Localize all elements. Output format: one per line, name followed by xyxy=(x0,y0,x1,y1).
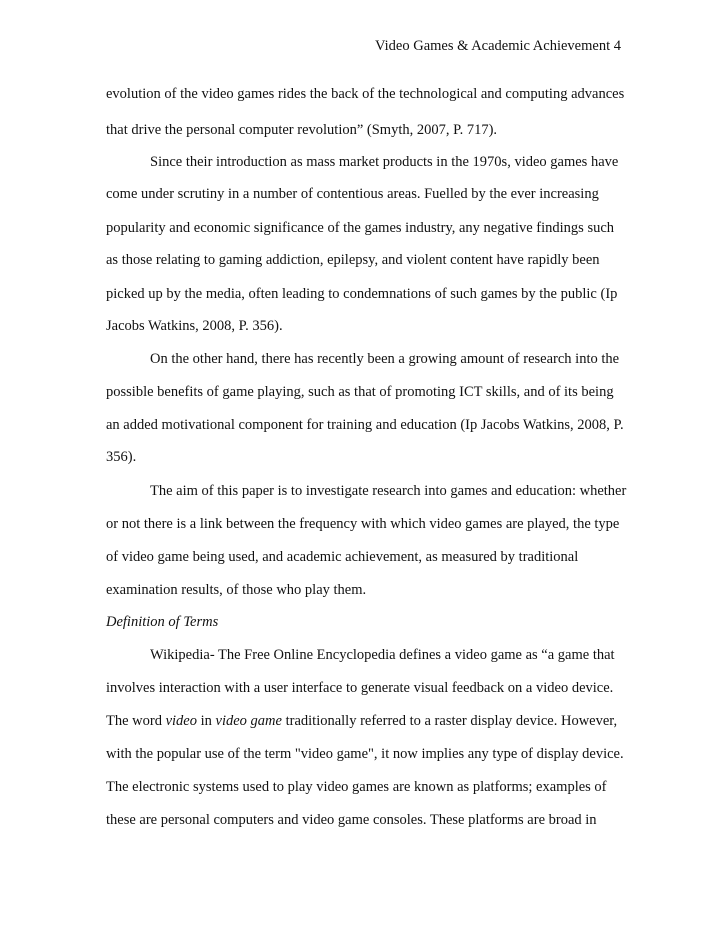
paragraph-line: involves interaction with a user interface to generate visual feedback on a video device. xyxy=(106,680,614,696)
paragraph-line: or not there is a link between the frequency with which video games are played, the type xyxy=(106,516,620,532)
text-run: traditionally referred to a raster display device. However, xyxy=(281,713,618,729)
paragraph-line: these are personal computers and video game consoles. These platforms are broad in xyxy=(106,812,597,828)
paragraph-line: The electronic systems used to play video games are known as platforms; examples of xyxy=(106,779,607,795)
paragraph-line: picked up by the media, often leading to condemnations of such games by the public (Ip xyxy=(106,286,618,302)
paragraph-line: Jacobs Watkins, 2008, P. 356). xyxy=(106,318,283,334)
paragraph-line: evolution of the video games rides the back of the technological and computing advances xyxy=(106,86,625,102)
paragraph-line: come under scrutiny in a number of contentious areas. Fuelled by the ever increasing xyxy=(106,186,599,202)
section-heading: Definition of Terms xyxy=(106,614,219,630)
paragraph-line: 356). xyxy=(106,449,137,465)
paragraph-line: an added motivational component for training and education (Ip Jacobs Watkins, 2008, P. xyxy=(106,417,624,433)
italic-term: video game xyxy=(215,713,282,729)
paragraph-line: with the popular use of the term "video game", it now implies any type of display device. xyxy=(106,746,624,762)
paragraph-line xyxy=(106,711,617,731)
paragraph-line: Wikipedia- The Free Online Encyclopedia defines a video game as “a game that xyxy=(150,647,615,663)
paragraph-line: Since their introduction as mass market products in the 1970s, video games have xyxy=(150,154,619,170)
paragraph-line: as those relating to gaming addiction, epilepsy, and violent content have rapidly been xyxy=(106,252,600,268)
paragraph-line: possible benefits of game playing, such as that of promoting ICT skills, and of its being xyxy=(106,384,614,400)
paragraph-line: The aim of this paper is to investigate research into games and education: whether xyxy=(150,483,627,499)
paragraph-line: examination results, of those who play them. xyxy=(106,582,367,598)
paragraph-line: popularity and economic significance of the games industry, any negative findings such xyxy=(106,220,615,236)
text-run: The word xyxy=(106,713,166,729)
paragraph-line: that drive the personal computer revolution” (Smyth, 2007, P. 717). xyxy=(106,122,498,138)
text-run: in xyxy=(197,713,216,729)
paragraph-line: of video game being used, and academic achievement, as measured by traditional xyxy=(106,549,579,565)
italic-term: video xyxy=(165,713,197,729)
paragraph-line: On the other hand, there has recently been a growing amount of research into the xyxy=(150,351,620,367)
running-head: Video Games & Academic Achievement 4 xyxy=(375,38,621,54)
